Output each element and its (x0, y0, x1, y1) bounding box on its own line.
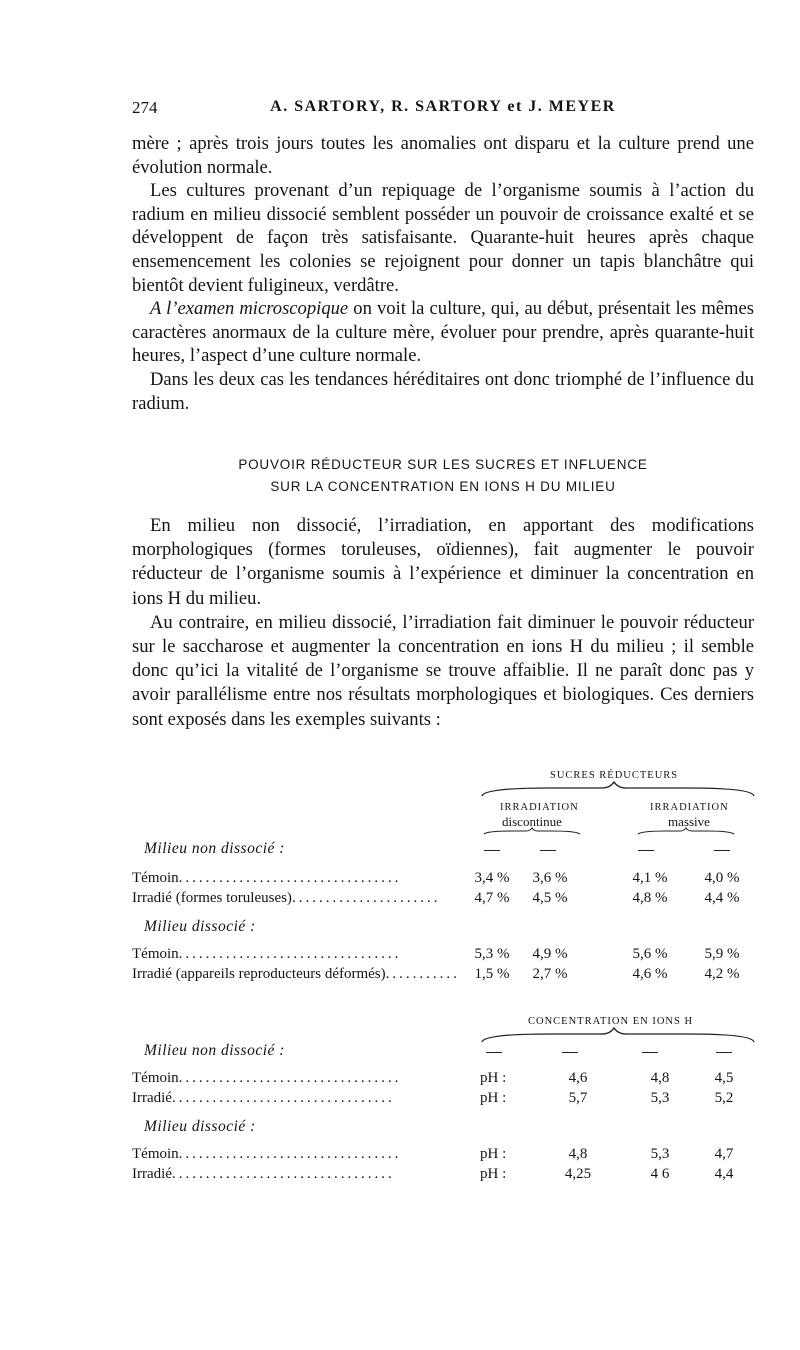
page-number: 274 (132, 98, 158, 117)
dash (638, 850, 654, 851)
table-row-label: Irradié (formes toruleuses)...................... (132, 890, 441, 906)
dash (642, 1052, 658, 1053)
column-header-irradiation: IRRADIATION (500, 802, 579, 813)
table-row-label: Témoin................................. (132, 946, 402, 962)
page-header (132, 98, 754, 122)
section-label-dissocie: Milieu dissocié : (144, 918, 256, 935)
table-cell: 4,5 (714, 1070, 734, 1086)
table-cell: 4,4 % (704, 890, 740, 906)
section-heading-line: POUVOIR RÉDUCTEUR SUR LES SUCRES ET INFLUENCE (238, 457, 648, 472)
running-head: A. SARTORY, R. SARTORY et J. MEYER (270, 98, 616, 115)
ph-label: pH : (480, 1166, 507, 1182)
paragraph: En milieu non dissocié, l’irradiation, en apportant des modifications morphologiques (formes toruleuses, oïdiennes), fait augmenter le pouvoir réducteur de l’organisme soumis à l’expérience et diminuer la concentration en ions H du milieu. (132, 515, 754, 609)
section-label-non-dissocie: Milieu non dissocié : (144, 1042, 285, 1059)
paragraph: mère ; après trois jours toutes les anomalies ont disparu et la culture prend une évolution normale. (132, 133, 754, 178)
table-cell: 4,2 % (704, 966, 740, 982)
table-cell: 4 6 (650, 1166, 670, 1182)
table-cell: 5,3 (650, 1146, 670, 1162)
table-cell: 5,3 % (474, 946, 510, 962)
paragraph-rest: on voit la culture, qui, au début, présentait les mêmes caractères anormaux de la culture mère, évoluer pour prendre, après quarante-huit heures, l’aspect d’une culture normale. (132, 298, 754, 367)
table-row-label: Irradié (appareils reproducteurs déformés)........... (132, 966, 460, 982)
dash (716, 1052, 732, 1053)
table-cell: 4,8 (650, 1070, 670, 1086)
table-cell: 3,6 % (532, 870, 568, 886)
table-row-label: Témoin................................. (132, 1070, 402, 1086)
column-header-massive: massive (668, 814, 710, 829)
group-brace (132, 784, 754, 804)
table-cell: 4,8 (568, 1146, 588, 1162)
ph-label: pH : (480, 1146, 507, 1162)
section-label-non-dissocie: Milieu non dissocié : (144, 840, 285, 857)
dash (714, 850, 730, 851)
table-cell: 4,0 % (704, 870, 740, 886)
dash (484, 850, 500, 851)
intro-text (132, 132, 754, 415)
table-cell: 5,2 (714, 1090, 734, 1106)
ion-concentration-table (132, 1012, 754, 1192)
table-row-label: Témoin................................. (132, 1146, 402, 1162)
table-cell: 4,5 % (532, 890, 568, 906)
paragraph: Les cultures provenant d’un repiquage de l’organisme soumis à l’action du radium en milieu dissocié semblent posséder un pouvoir de croissance exalté et se développent de façon très satisfaisante. Quarante-huit heures après chaque ensemencement les colonies se rejoignent pour donner un tapis blanchâtre qui bientôt devient fuligineux, verdâtre. (132, 180, 754, 296)
table-cell: 1,5 % (474, 966, 510, 982)
table-cell: 5,6 % (632, 946, 668, 962)
table-cell: 4,6 (568, 1070, 588, 1086)
main-text (132, 514, 754, 732)
column-header-discontinue: discontinue (502, 814, 562, 829)
table-cell: 5,9 % (704, 946, 740, 962)
table-cell: 4,6 % (632, 966, 668, 982)
table-cell: 4,4 (714, 1166, 734, 1182)
table-row-label: Irradié................................. (132, 1166, 395, 1182)
section-label-dissocie: Milieu dissocié : (144, 1118, 256, 1135)
column-header-irradiation: IRRADIATION (650, 802, 729, 813)
table-cell: 5,3 (650, 1090, 670, 1106)
table-row-label: Irradié................................. (132, 1090, 395, 1106)
table-cell: 4,25 (564, 1166, 592, 1182)
section-heading-line: SUR LA CONCENTRATION EN IONS H DU MILIEU (270, 479, 616, 494)
reducing-sugars-table (132, 768, 754, 988)
table-cell: 4,8 % (632, 890, 668, 906)
table-cell: 4,9 % (532, 946, 568, 962)
italic-phrase: A l’examen microscopique (150, 298, 349, 320)
dash (562, 1052, 578, 1053)
dash (540, 850, 556, 851)
table-cell: 5,7 (568, 1090, 588, 1106)
section-heading (132, 454, 754, 498)
table-cell: 4,1 % (632, 870, 668, 886)
table-cell: 4,7 % (474, 890, 510, 906)
paragraph-microscopic (132, 297, 754, 368)
table-row-label: Témoin................................. (132, 870, 402, 886)
table-cell: 2,7 % (532, 966, 568, 982)
table-group-header: SUCRES RÉDUCTEURS (550, 770, 679, 781)
ph-label: pH : (480, 1090, 507, 1106)
ph-label: pH : (480, 1070, 507, 1086)
paragraph: Dans les deux cas les tendances héréditaires ont donc triomphé de l’influence du radium. (132, 368, 754, 414)
table-cell: 4,7 (714, 1146, 734, 1162)
table-cell: 3,4 % (474, 870, 510, 886)
dash (486, 1052, 502, 1053)
paragraph: Au contraire, en milieu dissocié, l’irradiation fait diminuer le pouvoir réducteur sur le saccharose et augmenter la concentration en ions H du milieu ; il semble donc qu’ici la vitalité de l’organisme se trouve affaiblie. Il ne paraît donc pas y avoir parallélisme entre nos résultats morphologiques et biologiques. Ces derniers sont exposés dans les exemples suivants : (132, 611, 754, 730)
table-group-header: CONCENTRATION EN IONS H (528, 1016, 694, 1027)
